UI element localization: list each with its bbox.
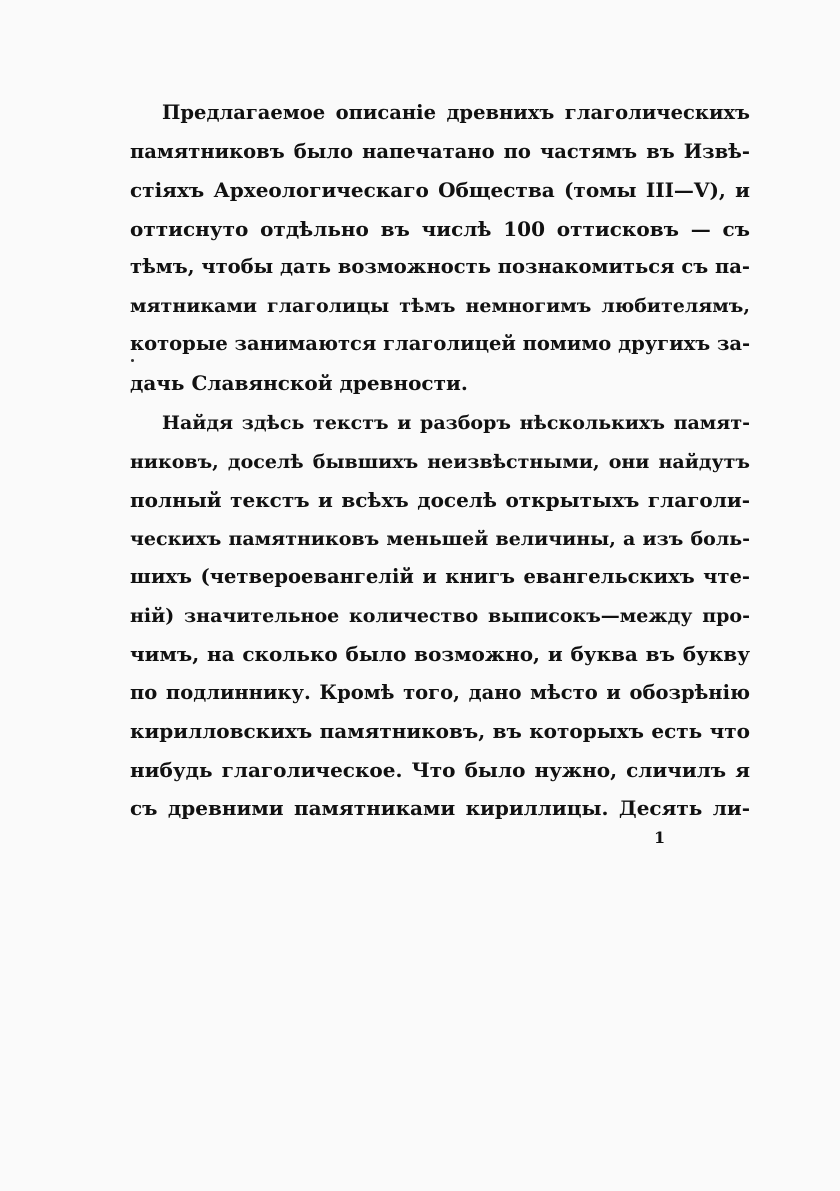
text-line: дачь Славянской древности. xyxy=(130,370,468,395)
text-line: съ древними памятниками кириллицы. Десять ли- xyxy=(130,796,750,820)
text-line: Предлагаемое описаніе древнихъ глаголическихъ xyxy=(162,101,750,124)
text-line: чимъ, на сколько было возможно, и буква въ букву xyxy=(130,642,750,666)
text-line: кирилловскихъ памятниковъ, въ которыхъ есть что xyxy=(130,719,750,743)
text-line: стіяхъ Археологическаго Общества (томы III—V), и xyxy=(130,178,750,202)
ink-speck xyxy=(131,359,134,362)
signature-mark: 1 xyxy=(654,828,666,847)
text-line: оттиснуто отдѣльно въ числѣ 100 оттисковъ — съ xyxy=(130,216,750,241)
text-line: Найдя здѣсь текстъ и разборъ нѣсколькихъ памят- xyxy=(162,412,750,434)
text-line: нибудь глаголическое. Что было нужно, сличилъ я xyxy=(130,757,750,782)
text-line: памятниковъ было напечатано по частямъ въ Извѣ- xyxy=(130,139,750,163)
text-line: полный текстъ и всѣхъ доселѣ открытыхъ глаголи- xyxy=(130,488,750,512)
text-line: никовъ, доселѣ бывшихъ неизвѣстными, они найдутъ xyxy=(130,450,750,473)
body-text xyxy=(130,94,750,828)
text-line: шихъ (четвероевангелій и книгъ евангельскихъ чте- xyxy=(130,565,750,588)
text-line: ческихъ памятниковъ меньшей величины, а изъ боль- xyxy=(130,527,750,550)
text-line: по подлиннику. Кромѣ того, дано мѣсто и обозрѣнію xyxy=(130,680,750,704)
text-line: ній) значительное количество выписокъ—между про- xyxy=(130,604,750,627)
text-line: которые занимаются глаголицей помимо другихъ за- xyxy=(130,332,750,355)
paragraph-1 xyxy=(130,94,750,402)
paragraph-2 xyxy=(130,404,750,828)
text-line: тѣмъ, чтобы дать возможность познакомиться съ па- xyxy=(130,255,750,278)
text-line: мятниками глаголицы тѣмъ немногимъ любителямъ, xyxy=(130,294,750,317)
